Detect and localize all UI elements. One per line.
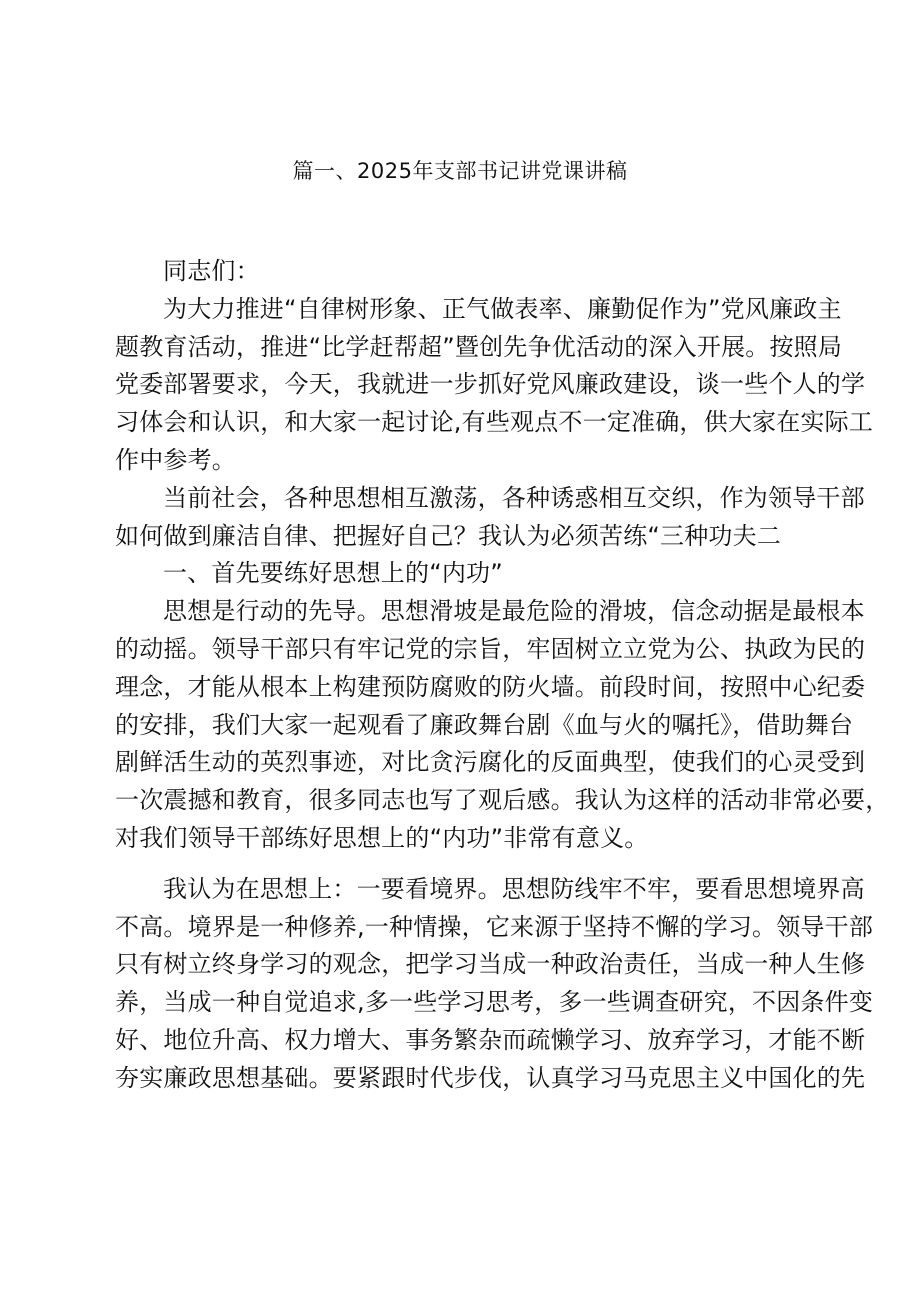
paragraph-line: 题教育活动，推进“比学赶帮超”暨创先争优活动的深入开展。按照局 bbox=[115, 332, 843, 361]
paragraph-line: 如何做到廉洁自律、把握好自己？我认为必须苦练“三种功夫二 bbox=[115, 521, 782, 550]
paragraph-line: 我认为在思想上：一要看境界。思想防线牢不牢，要看思想境界高 bbox=[163, 874, 865, 903]
paragraph-line: 作中参考。 bbox=[115, 445, 236, 474]
paragraph-line: 只有树立终身学习的观念，把学习当成一种政治责任，当成一种人生修 bbox=[115, 950, 866, 979]
section-heading: 一、首先要练好思想上的“内功” bbox=[163, 559, 503, 588]
paragraph-line: 对我们领导干部练好思想上的“内功”非常有意义。 bbox=[115, 823, 649, 852]
paragraph-line: 为大力推进“自律树形象、正气做表率、廉勤促作为”党风廉政主 bbox=[163, 294, 842, 323]
document-body bbox=[115, 253, 890, 1098]
paragraph-line: 理念，才能从根本上构建预防腐败的防火墙。前段时间，按照中心纪委 bbox=[115, 672, 866, 701]
paragraph-line: 当前社会，各种思想相互激荡，各种诱惑相互交织，作为领导干部 bbox=[163, 483, 865, 512]
paragraph-line: 剧鲜活生动的英烈事迹，对比贪污腐化的反面典型，使我们的心灵受到 bbox=[115, 748, 866, 777]
paragraph-line: 思想是行动的先导。思想滑坡是最危险的滑坡，信念动据是最根本 bbox=[163, 597, 865, 626]
paragraph-line: 的动摇。领导干部只有牢记党的宗旨，牢固树立立党为公、执政为民的 bbox=[115, 634, 866, 663]
paragraph-line: 一次震撼和教育，很多同志也写了观后感。我认为这样的活动非常必要， bbox=[115, 786, 890, 815]
salutation-line: 同志们： bbox=[163, 257, 260, 285]
paragraph-line: 习体会和认识，和大家一起讨论,有些观点不一定准确，供大家在实际工 bbox=[115, 408, 874, 437]
paragraph-line: 党委部署要求，今天，我就进一步抓好党风廉政建设，谈一些个人的学 bbox=[115, 370, 866, 399]
paragraph-line: 好、地位升高、权力增大、事务繁杂而疏懒学习、放弃学习，才能不断 bbox=[115, 1025, 866, 1054]
paragraph-line: 夯实廉政思想基础。要紧跟时代步伐，认真学习马克思主义中国化的先 bbox=[115, 1063, 866, 1092]
paragraph-line: 养，当成一种自觉追求,多一些学习思考，多一些调查研究，不因条件变 bbox=[115, 988, 874, 1017]
paragraph-line: 不高。境界是一种修养,一种情操，它来源于坚持不懈的学习。领导干部 bbox=[115, 912, 874, 941]
paragraph-line: 的安排，我们大家一起观看了廉政舞台剧《血与火的嘱托》，借助舞台 bbox=[115, 710, 854, 739]
document-title: 篇一、2025年支部书记讲党课讲稿 bbox=[292, 159, 628, 183]
